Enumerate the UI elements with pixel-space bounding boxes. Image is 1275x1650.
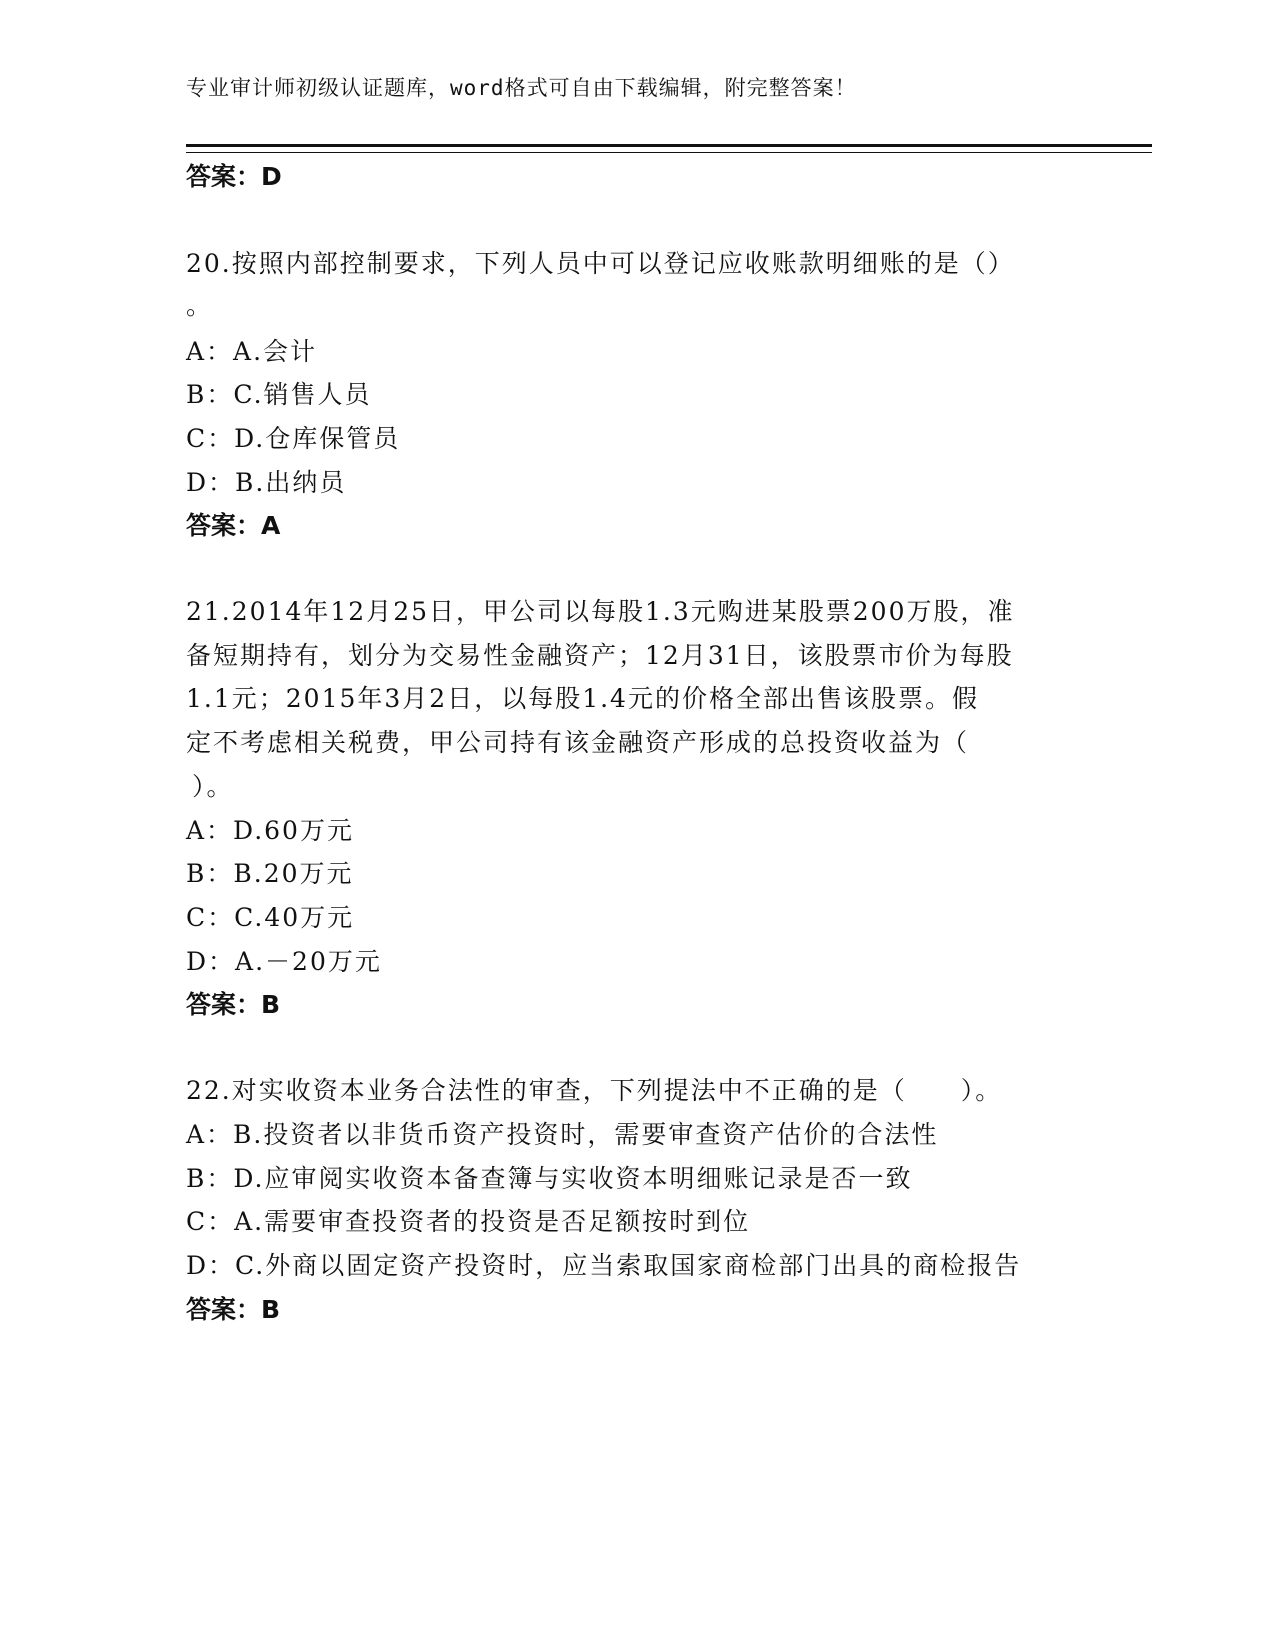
q21-stem-line-5: ）。 — [192, 772, 234, 801]
q21-option-c: C：C.40万元 — [186, 903, 355, 932]
q20-option-b: B：C.销售人员 — [186, 380, 372, 409]
q21-option-d: D：A.－20万元 — [186, 947, 382, 976]
q20-option-c: C：D.仓库保管员 — [186, 424, 401, 453]
q21-option-b: B：B.20万元 — [186, 859, 354, 888]
q21-option-a: A：D.60万元 — [186, 816, 354, 845]
q20-stem-line-2: 。 — [186, 291, 214, 320]
q21-stem-line-3: 1.1元；2015年3月2日，以每股1.4元的价格全部出售该股票。假 — [186, 684, 979, 713]
q21-stem-line-1: 21.2014年12月25日，甲公司以每股1.3元购进某股票200万股，准 — [186, 597, 1015, 626]
q21-stem-line-4: 定不考虑相关税费，甲公司持有该金融资产形成的总投资收益为（ — [186, 728, 970, 757]
q22-option-c: C：A.需要审查投资者的投资是否足额按时到位 — [186, 1207, 751, 1236]
answer-q22: 答案：B — [186, 1295, 281, 1324]
answer-q21: 答案：B — [186, 990, 281, 1019]
q22-option-a: A：B.投资者以非货币资产投资时，需要审查资产估价的合法性 — [186, 1120, 939, 1149]
q22-option-b: B：D.应审阅实收资本备查簿与实收资本明细账记录是否一致 — [186, 1164, 913, 1193]
q22-stem-line-1: 22.对实收资本业务合法性的审查，下列提法中不正确的是（ ）。 — [186, 1076, 1003, 1105]
q20-option-a: A：A.会计 — [186, 337, 318, 366]
q20-option-d: D：B.出纳员 — [186, 468, 347, 497]
q22-option-d: D：C.外商以固定资产投资时，应当索取国家商检部门出具的商检报告 — [186, 1251, 1022, 1280]
q20-stem-line-1: 20.按照内部控制要求，下列人员中可以登记应收账款明细账的是（） — [186, 249, 1015, 278]
header-divider — [186, 144, 1152, 153]
page-header: 专业审计师初级认证题库，word格式可自由下载编辑，附完整答案！ — [186, 76, 857, 100]
answer-q19: 答案：D — [186, 162, 282, 191]
q21-stem-line-2: 备短期持有，划分为交易性金融资产；12月31日，该股票市价为每股 — [186, 641, 1014, 670]
answer-q20: 答案：A — [186, 511, 281, 540]
